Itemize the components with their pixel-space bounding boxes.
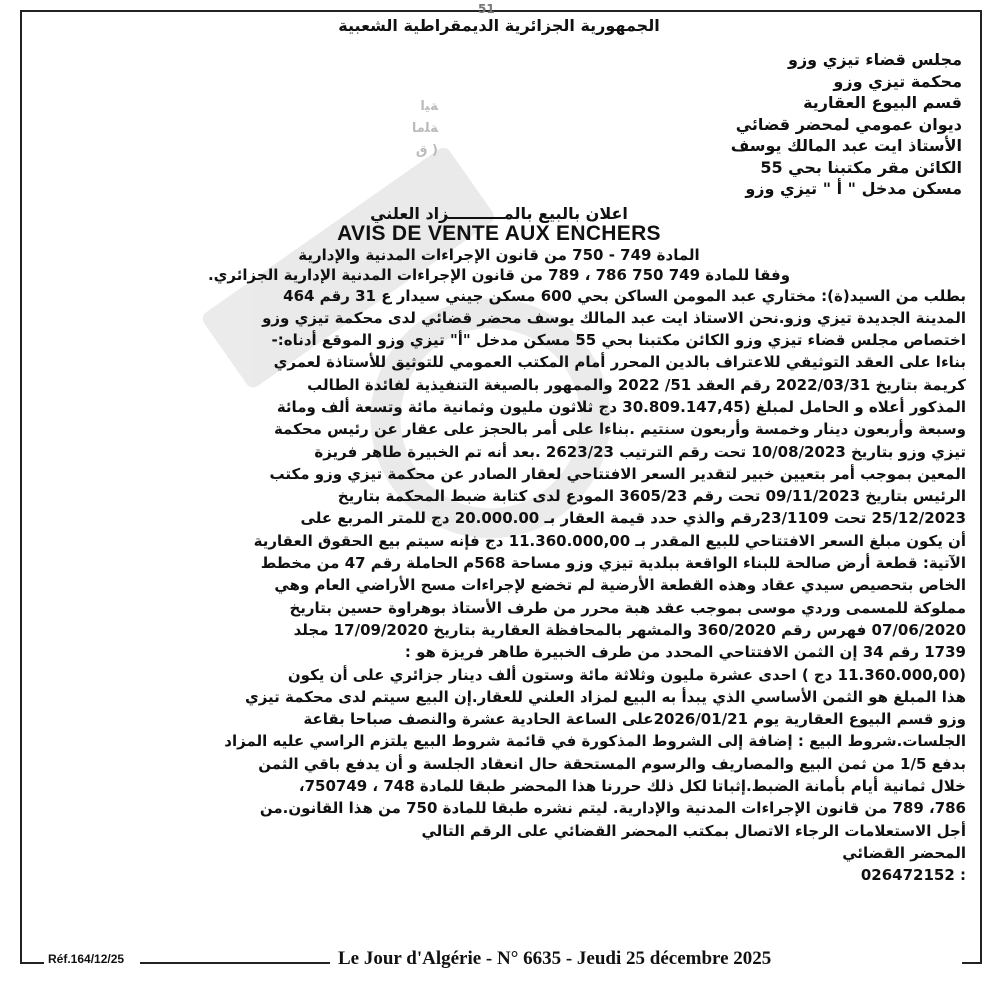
- body-line: بناءا على العقد التوثيقي للاعتراف بالدين المحرر أمام المكتب العمومي للتوثيق للأستاذة لعمري: [273, 353, 966, 372]
- body-line: المعين بموجب أمر بتعيين خبير لتقدير السعر الافتتاحي لعقار الصادر عن محكمة تيزي وزو مكتب: [269, 464, 966, 483]
- subtitle-legal-basis: وفقا للمادة 749 750 786 ، 789 من قانون الإجراءات المدنية الإدارية الجزائري.: [207, 265, 791, 284]
- body-line: وزو قسم البيوع العقارية يوم 2026/01/21على الساعة الحادية عشرة والنصف صباحا بقاعة: [303, 710, 966, 729]
- header-line: مسكن مدخل " أ " تيزي وزو: [745, 179, 962, 198]
- body-line: بدفع 1/5 من ثمن البيع والمصاريف والرسوم المستحقة حال انعقاد الجلسة و أن يدفع باقي الثمن: [258, 754, 966, 773]
- body-line: المذكور أعلاه و الحامل لمبلغ (30.809.147,45 دج ثلاثون مليون وثمانية مائة وتسعة ألف ومائة: [276, 397, 966, 416]
- body-line: (11.360.000,00 دج ) احدى عشرة مليون وثلاثة مائة وستون ألف دينار جزائري على أن يكون: [287, 665, 966, 684]
- footer-publication: Le Jour d'Algérie - N° 6635 - Jeudi 25 décembre 2025: [338, 948, 772, 969]
- footer-rule-right: [962, 962, 980, 964]
- issuer-header: [32, 49, 962, 200]
- body-line: 786، 789 من قانون الإجراءات المدنية والإدارية. ليتم نشره طبقا للمادة 750 من هذا القانون.من: [259, 799, 966, 818]
- body-line: هذا المبلغ هو الثمن الأساسي الذي يبدأ به البيع لمزاد العلني للعقار.إن البيع سيتم لدى محكمة تيزي: [244, 687, 966, 706]
- notice-body: [32, 285, 966, 887]
- body-line: الآتية: قطعة أرض صالحة للبناء الواقعة ببلدية تيزي وزو مساحة 568م الحاملة رقم 47 من مخطط: [260, 554, 966, 573]
- page-stamp: 51: [478, 2, 495, 16]
- body-line: المحضر القضائي: [842, 843, 966, 862]
- body-line: أجل الاستعلامات الرجاء الاتصال بمكتب المحضر القضائي على الرقم التالي: [421, 821, 966, 840]
- body-line: 1739 رقم 34 إن الثمن الافتتاحي المحدد من طرف الخبيرة طاهر فريزة هو :: [404, 643, 966, 662]
- footer-rule-left: [20, 962, 44, 964]
- body-line: خلال ثمانية أيام بأمانة الضبط.إثباتا لكل ذلك حررنا هذا المحضر طبقا للمادة 748 ، 750749،: [298, 777, 966, 796]
- subtitle-article: المادة 749 - 750 من قانون الإجراءات المدنية والإدارية: [298, 245, 700, 264]
- header-line: محكمة تيزي وزو: [833, 71, 962, 91]
- faint-overprint: ﺔﻴﺍ ﺔﻠﻣﺎ ( ﻕ: [411, 99, 438, 158]
- republic-heading: الجمهورية الجزائرية الديمقراطية الشعبية: [338, 16, 660, 35]
- body-line: وسبعة وأربعون دينار وخمسة وأربعون سنتيم .بناءا على أمر بالحجز على عقار عن رئيس محكمة: [273, 420, 966, 439]
- body-line: أن يكون مبلغ السعر الافتتاحي للبيع المقدر بـ 11.360.000,00 دج فإنه سيتم بيع الحقوق العقارية: [253, 531, 966, 550]
- header-line: الأستاذ ايت عبد المالك يوسف: [730, 136, 962, 155]
- body-line: : 026472152: [860, 866, 966, 885]
- body-line: الخاص بتحصيص سيدي عقاد وهذه القطعة الأرضية لم تخضع لإجراءات مسح الأراضي العام وهي: [274, 576, 966, 595]
- body-line: بطلب من السيد(ة): مختاري عبد المومن الساكن بحي 600 مسكن جيني سيدار ع 31 رقم 464: [283, 286, 966, 305]
- body-line: 25/12/2023 تحت 23/1109رقم والذي حدد قيمة العقار بـ 20.000.00 دج للمتر المربع على: [300, 509, 966, 528]
- body-line: الرئيس بتاريخ 09/11/2023 تحت رقم 3605/23 المودع لدى كتابة ضبط المحكمة بتاريخ: [337, 487, 966, 506]
- header-line: ديوان عمومي لمحضر قضائي: [735, 114, 962, 134]
- header-line: قسم البيوع العقارية: [803, 93, 962, 112]
- title-arabic: اعلان بالبيع بالمــــــــــزاد العلني: [370, 203, 628, 223]
- body-line: اختصاص مجلس قضاء تيزي وزو الكائن مكتبنا بحي 55 مسكن مدخل "أ" تيزي وزو الموقع أدناه:-: [271, 331, 966, 350]
- body-line: كريمة بتاريخ 2022/03/31 رقم العقد 51/ 2022 والممهور بالصيغة التنفيذية لفائدة الطالب: [307, 375, 966, 394]
- header-line: الكائن مقر مكتبنا بحي 55: [760, 157, 962, 177]
- footer-reference: Réf.164/12/25: [48, 952, 125, 966]
- title-french: AVIS DE VENTE AUX ENCHERS: [337, 221, 661, 245]
- body-line: تيزي وزو بتاريخ 10/08/2023 تحت رقم الترتيب 2623/23 .بعد أنه تم الخبيرة طاهر فريزة: [314, 442, 966, 461]
- notice-content: [32, 14, 966, 887]
- body-line: الجلسات.شروط البيع : إضافة إلى الشروط المذكورة في قائمة شروط البيع يلتزم الراسي عليه المزاد: [224, 732, 966, 751]
- body-line: مملوكة للمسمى وردي موسى بموجب عقد هبة محرر من طرف الأستاذ بوهراوة حسين بتاريخ: [289, 598, 966, 617]
- body-line: 07/06/2020 فهرس رقم 360/2020 والمشهر بالمحافظة العقارية بتاريخ 17/09/2020 مجلد: [293, 620, 966, 639]
- footer-rule-middle: [140, 962, 330, 964]
- body-line: المدينة الجديدة تيزي وزو.نحن الاستاذ ايت عبد المالك يوسف محضر قضائي لدى محكمة تيزي وزو: [262, 308, 966, 327]
- header-line: مجلس قضاء تيزي وزو: [788, 50, 962, 69]
